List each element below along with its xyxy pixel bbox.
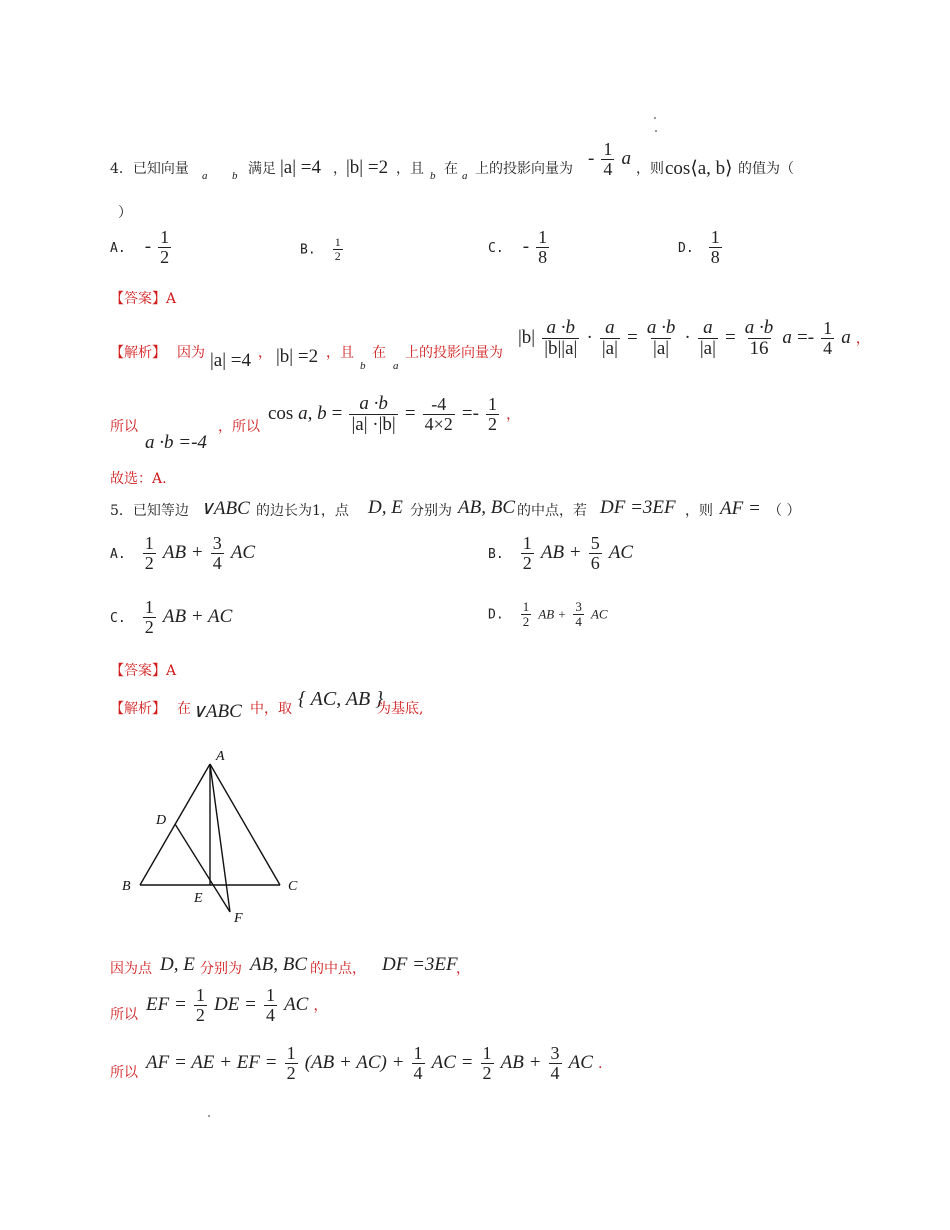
q5-option-d-t2: AC	[590, 606, 608, 622]
vertex-label-d: D	[156, 813, 167, 828]
q5-option-b-frac2	[589, 534, 602, 573]
q4-analysis-b: b	[360, 360, 366, 372]
q5-option-b-frac1	[521, 534, 534, 573]
q4-proj-sign: -	[588, 147, 595, 169]
q4-cos-derivation	[268, 394, 520, 435]
q4-deriv-frac4-num: a	[703, 317, 713, 338]
q4-var-b2: b	[430, 170, 436, 182]
q5-option-a[interactable]	[110, 534, 255, 573]
q5-ef-rhs: AC	[284, 993, 309, 1015]
q5-because4: ，	[456, 961, 470, 977]
q4-deriv-frac6	[821, 319, 834, 358]
q4-deriv-eq1: =	[627, 326, 638, 348]
q4-option-d[interactable]	[678, 228, 724, 267]
q5-af-mid2: AC =	[431, 1051, 474, 1073]
q5-af-formula	[146, 1044, 602, 1083]
q5-option-c-d1: 2	[144, 616, 154, 637]
q5-stem6: （ ）	[768, 503, 801, 519]
q5-af-frac2-num: 1	[413, 1043, 423, 1063]
q5-option-d-frac2	[573, 600, 584, 628]
q5-af-frac4	[549, 1044, 562, 1083]
q4-proj-num: 1	[603, 139, 613, 159]
q4-var-a2: a	[462, 170, 468, 182]
q4-deriv-frac4	[698, 318, 718, 359]
q5-stem4: 的中点，若	[517, 503, 587, 519]
q4-proj-den: 4	[603, 158, 613, 179]
q5-option-d[interactable]	[488, 600, 608, 628]
q4-analysis-p1: 因为	[177, 345, 205, 361]
scan-dot	[654, 117, 656, 119]
q4-option-b-frac	[333, 236, 343, 262]
q5-af: AF =	[720, 498, 761, 519]
q4-eq-a: |a| =4	[280, 157, 322, 178]
q4-option-a-sign: -	[144, 235, 152, 257]
q5-basis-text: AC, AB	[310, 688, 371, 710]
q5-option-a-label: A.	[110, 546, 126, 562]
q4-option-d-label: D.	[678, 240, 694, 256]
q4-stem	[110, 158, 189, 178]
q4-mid4: 上的投影向量为	[475, 161, 573, 177]
q4-option-d-num: 1	[710, 227, 720, 247]
q5-because3: 的中点，	[310, 961, 366, 977]
q4-cos-frac2	[423, 395, 455, 434]
segment-AC	[210, 764, 280, 885]
q5-ef-frac1-num: 1	[195, 985, 205, 1005]
q4-deriv-frac2	[600, 318, 620, 359]
q4-option-c-sign: -	[522, 235, 530, 257]
q5-ef-frac1	[194, 986, 207, 1025]
q4-cos: cos⟨a, b⟩	[665, 158, 733, 179]
vertex-label-c: C	[288, 879, 298, 894]
q4-cos-label: cos	[268, 402, 294, 424]
q5-option-b-t1: AB +	[540, 541, 582, 563]
q4-deriv-frac2-den: |a|	[601, 337, 618, 359]
q5-analysis-tri: ∨ABC	[192, 701, 242, 722]
q4-eq-b: |b| =2	[346, 157, 389, 178]
q4-analysis-a: a	[393, 360, 399, 372]
q4-cos-frac3-num: 1	[488, 394, 498, 415]
q5-af-mid3: AB +	[500, 1051, 542, 1073]
q5-cond: DF =3EF	[600, 497, 676, 518]
segment-AF	[210, 764, 230, 912]
q5-option-b-n1: 1	[522, 533, 532, 553]
q5-ef-lhs: EF =	[146, 993, 187, 1015]
q4-proj-frac	[601, 140, 614, 179]
q5-af-frac4-num: 3	[550, 1043, 560, 1063]
q5-option-a-t1: AB +	[162, 541, 204, 563]
q5-option-b-label: B.	[488, 546, 504, 562]
q4-option-d-frac	[709, 228, 722, 267]
q4-deriv-a: a	[782, 326, 792, 348]
q4-deriv-frac6-den: 4	[823, 337, 833, 358]
q5-af-period: .	[598, 1055, 603, 1072]
q4-projection-derivation	[518, 318, 870, 359]
q4-var-b: b	[232, 170, 238, 182]
q4-var-a: a	[202, 170, 208, 182]
q4-deriv-frac6-num: 1	[823, 318, 833, 339]
q5-option-b-n2: 5	[590, 533, 600, 553]
q5-af-frac3	[481, 1044, 494, 1083]
q4-mid2: ，且	[396, 161, 424, 177]
q4-deriv-dot2: ·	[684, 326, 691, 348]
q4-cos-comma: ，	[506, 406, 521, 423]
q5-ef-frac2-num: 1	[265, 985, 275, 1005]
vertex-label-b: B	[122, 879, 131, 894]
q5-option-c[interactable]	[110, 598, 232, 637]
q5-option-d-label: D.	[488, 607, 504, 623]
q5-option-d-n1: 1	[522, 599, 530, 614]
q4-option-a-den: 2	[160, 246, 170, 267]
q5-ef-frac1-den: 2	[195, 1004, 205, 1025]
q5-so-af: 所以	[110, 1065, 138, 1081]
q4-cos-eq1: =	[331, 402, 343, 424]
q5-option-a-t2: AC	[230, 541, 256, 563]
q4-analysis-p2: ，且	[326, 345, 354, 361]
q5-stem2: 的边长为1，点	[256, 503, 349, 519]
q5-af-end: AC	[568, 1051, 593, 1073]
q4-deriv-eq2: =	[724, 326, 736, 348]
q4-comma1: ，	[333, 161, 347, 177]
q4-option-b-den: 2	[334, 248, 341, 263]
q5-ef-formula	[146, 986, 327, 1025]
q4-analysis-eq-b: |b| =2	[276, 346, 319, 367]
q5-stem1: 5．已知等边	[110, 503, 189, 519]
q4-option-b-num: 1	[334, 235, 341, 249]
q5-option-a-frac2	[211, 534, 224, 573]
q4-option-a-label: A.	[110, 240, 126, 256]
q4-option-c-den: 8	[538, 246, 548, 267]
q5-analysis-1: 在	[177, 701, 191, 717]
q5-so-ef: 所以	[110, 1007, 138, 1023]
q5-because: 因为点	[110, 961, 152, 977]
q4-cos-frac3-den: 2	[488, 413, 498, 434]
q5-option-d-n2: 3	[575, 599, 582, 614]
q4-analysis-label: 【解析】	[110, 345, 166, 361]
q5-option-c-t1: AB + AC	[162, 605, 233, 627]
q5-because-cond: DF =3EF	[382, 954, 458, 975]
q4-tail2: 的值为（	[738, 161, 794, 177]
q5-af-mid: (AB + AC) +	[304, 1051, 405, 1073]
q4-option-c-label: C.	[488, 240, 504, 256]
q5-af-frac1	[285, 1044, 298, 1083]
q4-deriv-dot1: ·	[586, 326, 593, 348]
q4-option-c-frac	[536, 228, 549, 267]
q4-deriv-frac3-den: |a|	[653, 337, 670, 359]
vertex-label-f: F	[234, 911, 243, 926]
q4-deriv-frac5-den: 16	[749, 337, 769, 359]
q5-option-c-label: C.	[110, 610, 126, 626]
scan-dot	[208, 1115, 210, 1117]
q5-option-d-d1: 2	[522, 613, 530, 629]
q5-option-b-d1: 2	[522, 552, 532, 573]
q4-cos-frac2-den: 4×2	[424, 413, 453, 434]
q4-mid1: 满足	[248, 161, 276, 177]
q4-mid3: 在	[444, 161, 458, 177]
q5-af-frac2-den: 4	[413, 1062, 423, 1083]
vertex-label-e: E	[194, 891, 203, 906]
q4-deriv-frac3	[645, 318, 678, 359]
q4-analysis-comma: ，	[258, 345, 272, 361]
q4-analysis-p4: 上的投影向量为	[405, 345, 503, 361]
q5-ef-comma: ，	[313, 997, 328, 1014]
q4-stem-text: 4．已知向量	[110, 161, 189, 177]
q4-ab-eq: a ·b =-4	[145, 432, 207, 453]
q5-option-b[interactable]	[488, 534, 633, 573]
q5-analysis-label: 【解析】	[110, 701, 166, 717]
q5-af-frac4-den: 4	[550, 1062, 560, 1083]
q4-conclusion: 故选：A.	[110, 471, 167, 487]
q4-deriv-frac5-num: a ·b	[744, 317, 774, 338]
q5-option-a-d1: 2	[144, 552, 154, 573]
q5-de: D, E	[368, 497, 403, 518]
q4-cos-frac1-den: |a| ·|b|	[351, 413, 396, 435]
q4-deriv-frac2-num: a	[605, 317, 615, 338]
q5-abbc: AB, BC	[458, 497, 515, 518]
q5-af-frac3-num: 1	[482, 1043, 492, 1063]
q5-option-a-d2: 4	[212, 552, 222, 573]
q5-option-b-d2: 6	[590, 552, 600, 573]
q4-deriv-frac5	[743, 318, 776, 359]
q5-because2: 分别为	[200, 961, 242, 977]
q4-option-c-num: 1	[538, 227, 548, 247]
q4-proj-a: a	[621, 147, 632, 169]
q4-cos-frac1-num: a ·b	[359, 393, 388, 414]
q4-so: 所以	[110, 419, 138, 435]
q4-cos-frac3	[486, 395, 499, 434]
q5-ef-frac2-den: 4	[265, 1004, 275, 1025]
q5-stem5: ，则	[685, 503, 713, 519]
q4-proj-expr	[588, 140, 631, 179]
q5-because-abbc: AB, BC	[250, 954, 307, 975]
q4-cos-args: a, b	[293, 402, 327, 424]
q5-ef-frac2	[264, 986, 277, 1025]
q4-deriv-eq3: =-	[796, 326, 815, 348]
q4-tail: ，则	[636, 161, 664, 177]
scan-dot	[655, 130, 657, 132]
q5-option-a-n1: 1	[144, 533, 154, 553]
q4-option-c[interactable]	[488, 228, 551, 267]
q4-deriv-frac3-num: a ·b	[646, 317, 676, 338]
q4-deriv-frac1	[542, 318, 579, 359]
q4-option-a-frac	[158, 228, 171, 267]
q4-analysis-eq-a: |a| =4	[210, 350, 252, 371]
q5-analysis-2: 中，取	[250, 701, 292, 717]
vertex-label-a: A	[216, 749, 225, 764]
q4-so2: ，所以	[218, 419, 260, 435]
q5-af-frac2	[412, 1044, 425, 1083]
q5-af-frac1-num: 1	[286, 1043, 296, 1063]
q5-option-a-frac1	[143, 534, 156, 573]
q5-basis: { AC, AB }	[298, 688, 384, 710]
q4-deriv-frac1-num: a ·b	[546, 317, 576, 338]
q4-cos-frac1	[349, 394, 397, 435]
q5-ef-mid: DE =	[213, 993, 257, 1015]
q4-cos-frac2-num: -4	[431, 394, 447, 415]
q4-option-b-label: B.	[300, 242, 316, 258]
q4-analysis-p3: 在	[372, 345, 386, 361]
q5-option-d-frac1	[521, 600, 532, 628]
q4-close: ）	[118, 205, 132, 221]
triangle-figure	[110, 740, 330, 930]
q4-option-d-den: 8	[710, 246, 720, 267]
q5-stem3: 分别为	[410, 503, 452, 519]
q4-option-b[interactable]	[300, 236, 345, 262]
q5-option-a-n2: 3	[212, 533, 222, 553]
q4-option-a[interactable]	[110, 228, 173, 267]
q5-af-lhs: AF = AE + EF =	[146, 1051, 278, 1073]
q4-option-a-num: 1	[160, 227, 170, 247]
q5-af-frac3-den: 2	[482, 1062, 492, 1083]
q4-deriv-bnorm: |b|	[518, 326, 536, 348]
q5-option-c-n1: 1	[144, 597, 154, 617]
q5-option-d-d2: 4	[575, 613, 582, 629]
q5-analysis-3: 为基底,	[377, 701, 424, 717]
q4-cos-eq2: =	[404, 402, 416, 424]
q5-option-c-frac1	[143, 598, 156, 637]
q4-deriv-frac1-den: |b||a|	[544, 337, 578, 359]
q5-option-b-t2: AC	[608, 541, 634, 563]
q4-answer: 【答案】A	[110, 291, 177, 307]
q5-option-d-t1: AB +	[538, 606, 567, 622]
q4-deriv-frac4-den: |a|	[699, 337, 716, 359]
q4-deriv-comma: ，	[855, 330, 870, 347]
q4-cos-eq3: =-	[461, 402, 479, 424]
q4-deriv-a2: a	[841, 326, 851, 348]
q5-af-frac1-den: 2	[286, 1062, 296, 1083]
q5-answer: 【答案】A	[110, 663, 177, 679]
q5-triangle: ∨ABC	[200, 498, 250, 519]
q5-because-de: D, E	[160, 954, 195, 975]
